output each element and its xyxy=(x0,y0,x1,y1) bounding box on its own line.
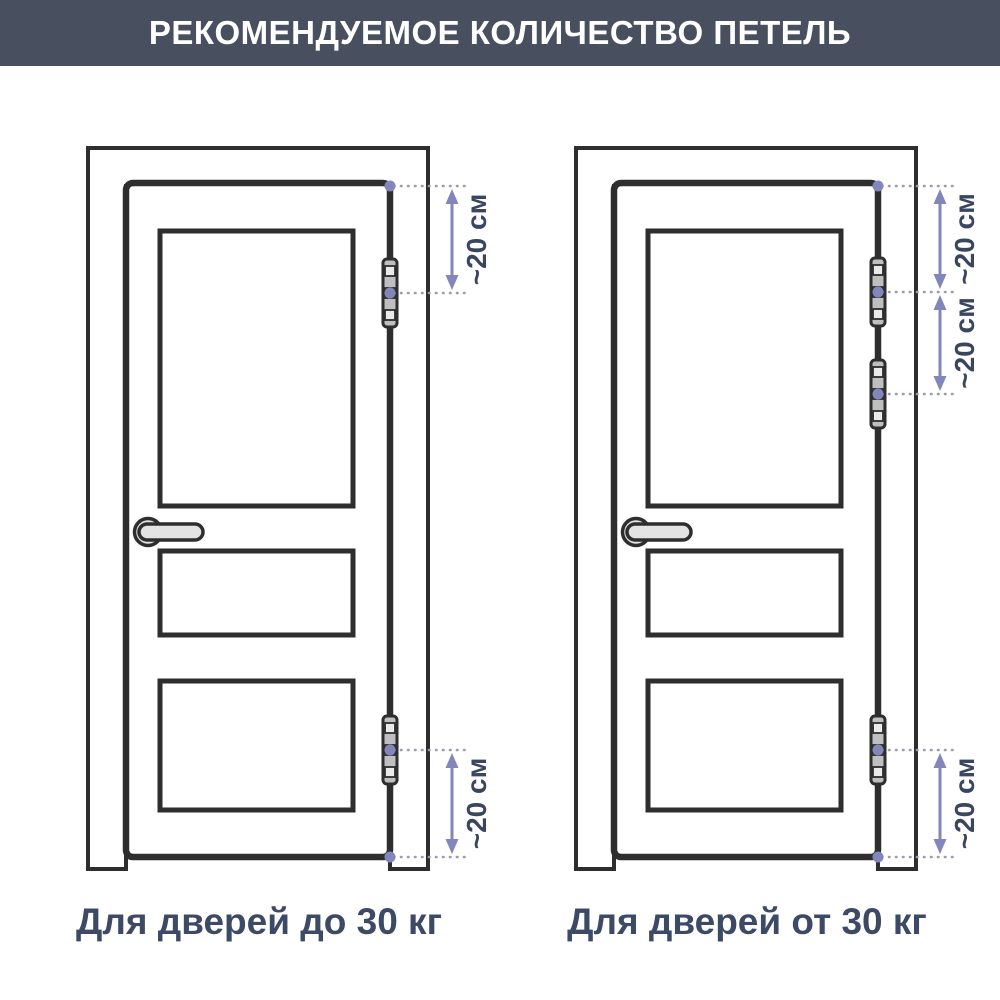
dimension-label: ~20 см xyxy=(949,193,980,285)
dimension-arrow xyxy=(446,189,459,290)
door-panel-bottom xyxy=(648,681,841,810)
dimension-label: ~20 см xyxy=(461,193,492,286)
dimension-arrow xyxy=(446,753,459,854)
door-panel-top xyxy=(648,231,841,506)
dimension-dot xyxy=(385,852,396,863)
dimension-arrow xyxy=(934,295,947,391)
caption-doors-from-30kg: Для дверей от 30 кг xyxy=(567,901,927,942)
header-banner xyxy=(0,0,1000,66)
door-panel-top xyxy=(160,231,353,506)
door-diagram-up-to-30kg xyxy=(86,146,500,871)
dimension-dot xyxy=(873,745,884,756)
door-panel-bottom xyxy=(160,681,353,810)
door-panel-middle xyxy=(648,551,841,635)
dimension-dot xyxy=(873,389,884,400)
caption-doors-up-to-30kg: Для дверей до 30 кг xyxy=(76,901,442,942)
door-panel-middle xyxy=(160,551,353,635)
door-handle-icon xyxy=(623,519,692,546)
dimension-dot xyxy=(873,287,884,298)
dimension-arrow xyxy=(934,753,947,854)
door-diagram-from-30kg xyxy=(574,146,988,871)
dimension-label: ~20 см xyxy=(461,757,492,850)
dimension-label: ~20 см xyxy=(949,297,980,389)
dimension-dot xyxy=(385,288,396,299)
dimension-dot xyxy=(385,181,396,192)
dimension-dot xyxy=(873,852,884,863)
door-handle-icon xyxy=(135,519,204,546)
dimension-dot xyxy=(873,181,884,192)
dimension-label: ~20 см xyxy=(949,757,980,850)
page-title: РЕКОМЕНДУЕМОЕ КОЛИЧЕСТВО ПЕТЕЛЬ xyxy=(148,14,852,51)
dimension-arrow xyxy=(934,189,947,289)
dimension-dot xyxy=(385,745,396,756)
